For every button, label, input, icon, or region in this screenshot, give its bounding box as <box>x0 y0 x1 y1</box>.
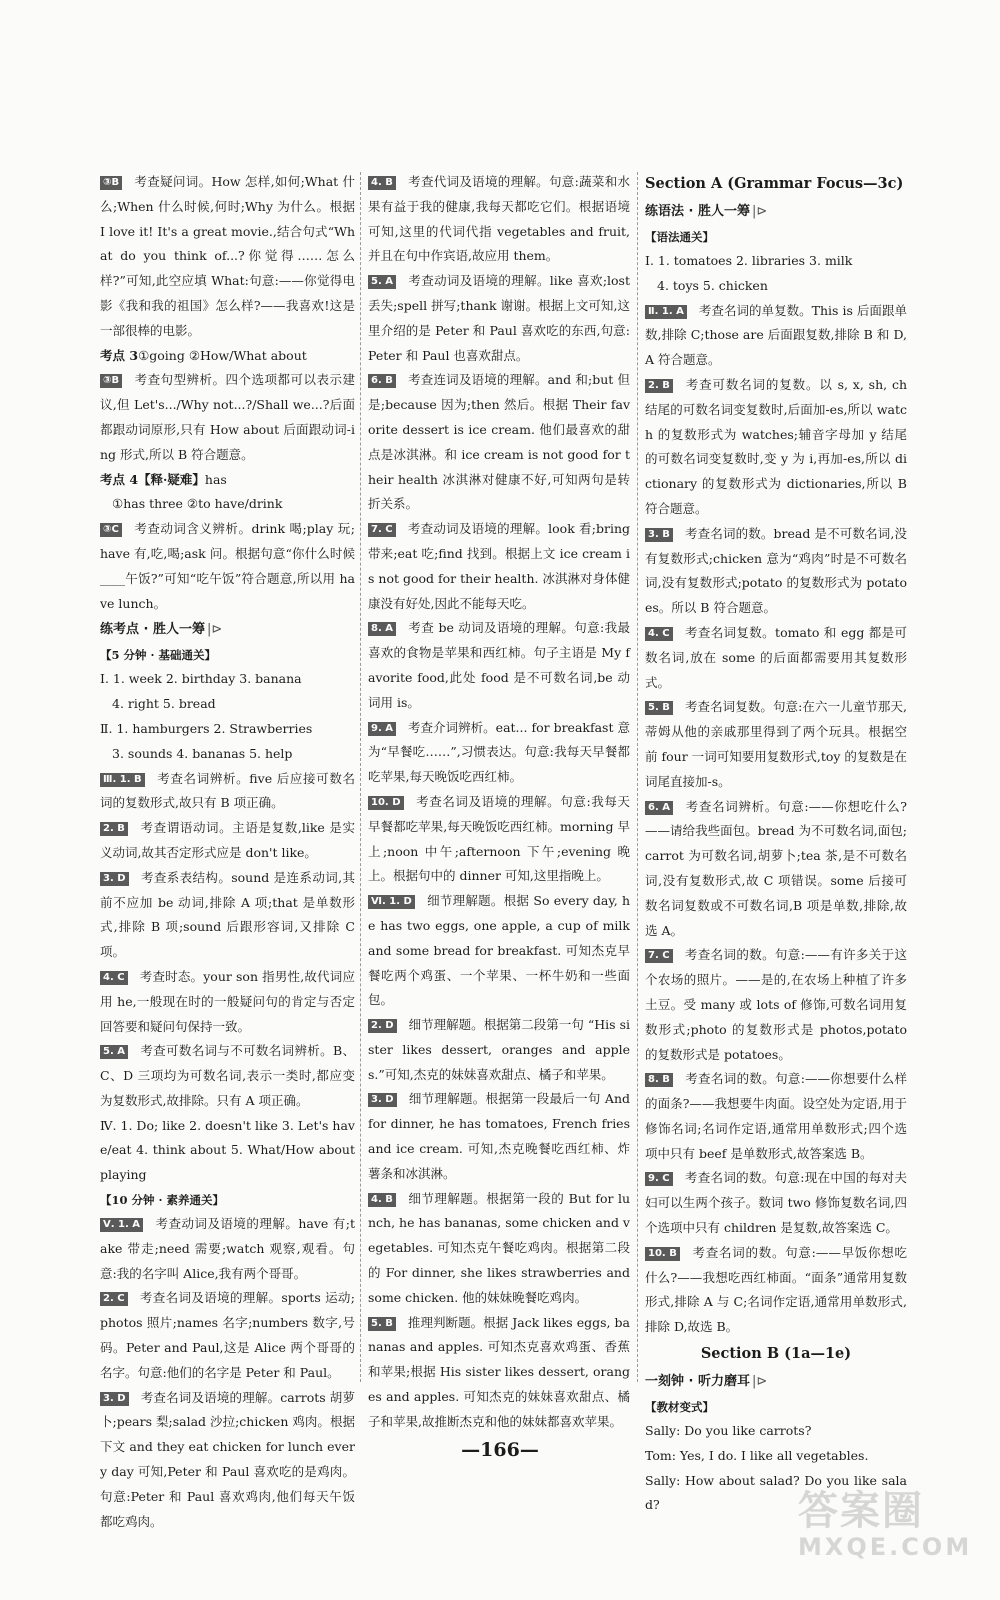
answer-text: Tom: Yes, I do. I like all vegetables. <box>645 1447 869 1463</box>
answer-text: 考查介词辨析。eat... for breakfast 意为“早餐吃……”,习惯表达。句意:我每天早餐都吃苹果,每天晚饭吃西红柿。 <box>368 719 630 785</box>
answer-item <box>645 943 907 1067</box>
answer-item <box>100 1114 355 1188</box>
page-number: —166— <box>461 1439 539 1461</box>
answer-item <box>368 517 630 616</box>
subsection-heading: 【10 分钟 · 素养通关】 <box>100 1193 225 1208</box>
answer-tag: 4. B <box>368 176 396 190</box>
double-arrow-icon: |⊳ <box>752 204 768 219</box>
answer-tag: 2. D <box>368 1019 397 1033</box>
answer-text: Ⅰ. 1. week 2. birthday 3. banana <box>100 671 302 687</box>
answer-text: 考查连词及语境的理解。and 和;but 但是;because 因为;then 然后。根据 Their favorite dessert is ice cream. 他们最喜欢的甜点是冰淇淋。和 ice cream is not good for their health 冰淇淋对健康不好,可知两句是转折关系。 <box>368 372 630 512</box>
answer-tag: 7. C <box>368 523 396 537</box>
answer-text: 细节理解题。根据第一段的 But for lunch, he has bananas, some chicken and vegetables. 可知杰克午餐吃鸡肉。根据第二段的 For dinner, she likes strawberries and some chicken. 他的妹妹晚餐吃鸡肉。 <box>368 1190 630 1305</box>
answer-item <box>645 274 907 299</box>
answer-tag: 4. C <box>645 627 673 641</box>
answer-tag: 3. B <box>645 528 673 542</box>
answer-tag: 4. C <box>100 971 128 985</box>
answer-item <box>100 1286 355 1385</box>
answer-tag: 2. B <box>645 379 673 393</box>
column-middle <box>368 170 630 1435</box>
answer-text: 考查名词复数。句意:在六一儿童节那天,蒂姆从他的亲戚那里得到了两个玩具。根据空前 four 一词可知要用复数形式,toy 的复数是在词尾直接加-s。 <box>645 699 907 789</box>
column-right <box>645 170 907 1518</box>
answer-text: 考查谓语动词。主语是复数,like 是实义动词,故其否定形式应是 don't like。 <box>100 820 355 860</box>
answer-tag: 7. C <box>645 949 673 963</box>
answer-item <box>645 373 907 522</box>
answer-tag: 8. B <box>645 1073 673 1087</box>
answer-tag: 5. B <box>645 701 673 715</box>
answer-text: has <box>204 471 227 487</box>
answer-text: 考查名词的数。bread 是不可数名词,没有复数形式;chicken 意为“鸡肉”时是不可数名词,没有复数形式;potato 的复数形式为 potatoes。所以 B 符合题意。 <box>645 525 907 616</box>
answer-text: 细节理解题。根据第二段第一句 “His sister likes dessert, oranges and apples.”可知,杰克的妹妹喜欢甜点、橘子和苹果。 <box>368 1017 630 1082</box>
point-label: 考点 4【释·疑难】 <box>100 471 205 487</box>
answer-text: 考查名词的数。句意:——早饭你想吃什么?——我想吃西红柿面。“面条”通常用复数形式,排除 A 与 C;名词作定语,通常用单数形式,排除 D,故选 B。 <box>645 1244 907 1335</box>
answer-item <box>645 695 907 794</box>
answer-tag: Ⅴ. 1. A <box>100 1218 143 1232</box>
answer-item <box>368 368 630 517</box>
answer-tag: Ⅲ. 1. B <box>100 773 145 787</box>
answer-text: 考查名词复数。tomato 和 egg 都是可数名词,放在 some 的后面都需要用其复数形式。 <box>645 624 907 690</box>
answer-text: Sally: How about salad? Do you like salad? <box>645 1472 907 1513</box>
answer-item <box>100 767 355 817</box>
subsection-heading: 【5 分钟 · 基础通关】 <box>100 648 217 663</box>
answer-tag: 10. B <box>645 1247 680 1261</box>
answer-text: 考查名词及语境的理解。carrots 胡萝卜;pears 梨;salad 沙拉;chicken 鸡肉。根据下文 and they eat chicken for lunch every day 可知,Peter 和 Paul 喜欢吃的是鸡肉。句意:Peter 和 Paul 喜欢鸡肉,他们每天午饭都吃鸡肉。 <box>100 1389 355 1529</box>
answer-item <box>368 1087 630 1186</box>
answer-item <box>368 1187 630 1311</box>
answer-tag: 3. D <box>100 872 129 886</box>
answer-text: 考查可数名词的复数。以 s, x, sh, ch 结尾的可数名词变复数时,后面加-es,所以 watch 的复数形式为 watches;辅音字母加 y 结尾的可数名词变复数时,变 y 为 i,再加-es,所以 dictionary 的复数形式为 dictionaries,所以 B 符合题意。 <box>645 376 907 516</box>
answer-text: 考查动词及语境的理解。have 有;take 带走;need 需要;watch 观察,观看。句意:我的名字叫 Alice,我有两个哥哥。 <box>100 1216 355 1281</box>
answer-item <box>100 170 355 344</box>
answer-text: 考查名词的数。句意:——你想要什么样的面条?——我想要牛肉面。设空处为定语,用于修饰名词;名词作定语,通常用单数形式;四个选项中只有 beef 是单数形式,故答案选 B。 <box>645 1071 907 1161</box>
section-heading-text: 练语法 · 胜人一筹 <box>645 204 750 219</box>
answer-item <box>100 742 355 767</box>
subsection-heading: 【语法通关】 <box>645 230 714 244</box>
answer-item <box>368 790 630 889</box>
answer-item <box>100 692 355 717</box>
answer-item <box>100 965 355 1039</box>
answer-item <box>368 889 630 1013</box>
answer-item <box>100 344 355 369</box>
section-heading <box>645 198 907 225</box>
watermark-logo <box>798 1488 973 1570</box>
answer-tag: 3. D <box>100 1392 129 1406</box>
answer-text: 3. sounds 4. bananas 5. help <box>112 745 293 761</box>
answer-text: 考查疑问词。How 怎样,如何;What 什么;When 什么时候,何时;Why 为什么。根据 I love it! It's a great movie.,结合句式“What do you think of...?你觉得……怎么样?”可知,此空应填 What:句意:——你觉得电影《我和我的祖国》怎么样?——我喜欢!这是一部很棒的电影。 <box>100 174 355 338</box>
answer-text: ①has three ②to have/drink <box>112 496 283 512</box>
answer-item <box>645 1166 907 1240</box>
answer-tag: ③C <box>100 523 122 537</box>
answer-text: 考查 be 动词及语境的理解。句意:我最喜欢的食物是苹果和西红柿。句子主语是 My favorite food,此处 food 是不可数名词,be 动词用 is。 <box>368 620 630 710</box>
answer-tag: 4. B <box>368 1193 396 1207</box>
answer-text: 细节理解题。根据 So every day, he has two eggs, one apple, a cup of milk and some bread for breakfast. 可知杰克早餐吃两个鸡蛋、一个苹果、一杯牛奶和一些面包。 <box>368 893 630 1008</box>
answer-item <box>645 249 907 274</box>
section-heading-text: 练考点 · 胜人一筹 <box>100 622 205 638</box>
answer-tag: 9. C <box>645 1172 673 1186</box>
answer-tag: 2. B <box>100 822 128 836</box>
answer-item <box>100 492 355 517</box>
double-arrow-icon: |⊳ <box>207 622 223 638</box>
answer-tag: 5. A <box>368 275 396 289</box>
answer-tag: 5. B <box>368 1317 396 1331</box>
answer-text: 考查名词及语境的理解。句意:我每天早餐都吃苹果,每天晚饭吃西红柿。morning 早上;noon 中午;afternoon 下午;evening 晚上。根据句中的 dinner 可知,这里指晚上。 <box>368 793 630 884</box>
answer-item <box>100 816 355 866</box>
answer-text: 考查动词及语境的理解。like 喜欢;lost 丢失;spell 拼写;thank 谢谢。根据上文可知,这里介绍的是 Peter 和 Paul 喜欢吃的东西,句意:Peter 和 Paul 也喜欢甜点。 <box>368 273 630 363</box>
unit-section-title: Section B (1a—1e) <box>700 1345 852 1363</box>
answer-item <box>368 1311 630 1435</box>
answer-item <box>368 716 630 790</box>
answer-text: Ⅰ. 1. tomatoes 2. libraries 3. milk <box>645 253 853 268</box>
section-heading-text: 一刻钟 · 听力磨耳 <box>645 1374 750 1390</box>
answer-item <box>100 717 355 742</box>
answer-text: 考查名词辨析。five 后应接可数名词的复数形式,故只有 B 项正确。 <box>100 770 355 811</box>
answer-text: 考查可数名词与不可数名词辨析。B、C、D 三项均为可数名词,表示一类时,都应变为复数形式,故排除。只有 A 项正确。 <box>100 1043 355 1108</box>
answer-text: 考查名词辨析。句意:——你想吃什么?——请给我些面包。bread 为不可数名词,面包;carrot 为可数名词,胡萝卜;tea 茶,是不可数名词,没有复数形式,故 C 项错误。some 后接可数名词复数或不可数名词,B 项是单数,排除,故选 A。 <box>645 798 907 938</box>
answer-tag: 2. C <box>100 1292 128 1306</box>
answer-text: 考查名词的数。句意:现在中国的每对夫妇可以生两个孩子。数词 two 修饰复数名词,四个选项中只有 children 是复数,故答案选 C。 <box>645 1170 907 1236</box>
answer-text: Ⅳ. 1. Do; like 2. doesn't like 3. Let's have/eat 4. think about 5. What/How about playing <box>100 1117 355 1183</box>
answer-tag: 5. A <box>100 1045 128 1059</box>
point-label: 考点 3 <box>100 347 139 363</box>
answer-text: 考查动词及语境的理解。look 看;bring 带来;eat 吃;find 找到。根据上文 ice cream is not good for their health. 冰淇淋对身体健康没有好处,因此不能每天吃。 <box>368 521 630 611</box>
double-arrow-icon: |⊳ <box>752 1374 768 1390</box>
section-heading <box>100 616 355 643</box>
answer-text: 考查代词及语境的理解。句意:蔬菜和水果有益于我的健康,我每天都吃它们。根据语境可知,这里的代词代指 vegetables and fruit,并且在句中作宾语,故应用 them。 <box>368 174 630 264</box>
answer-tag: Ⅱ. 1. A <box>645 305 687 319</box>
answer-item <box>368 616 630 715</box>
answer-text: ①going ②How/What about <box>138 347 307 363</box>
answer-tag: 10. D <box>368 796 404 810</box>
answer-tag: 6. B <box>368 374 396 388</box>
watermark-text: 答案圈 <box>798 1488 924 1534</box>
answer-item <box>100 667 355 692</box>
answer-item <box>100 468 355 493</box>
answer-text: 考查句型辨析。四个选项都可以表示建议,但 Let's.../Why not...?/Shall we...?后面都跟动词原形,只有 How about 后面跟动词-ing 形式,所以 B 符合题意。 <box>100 372 355 462</box>
subsection-heading: 【教材变式】 <box>645 1400 714 1415</box>
answer-item <box>645 299 907 373</box>
answer-item <box>100 866 355 965</box>
column-left <box>100 170 355 1534</box>
answer-item <box>645 795 907 944</box>
answer-item <box>368 170 630 269</box>
answer-text: 4. right 5. bread <box>112 696 216 712</box>
answer-text: Ⅱ. 1. hamburgers 2. Strawberries <box>100 720 313 736</box>
answer-text: 考查名词及语境的理解。sports 运动;photos 照片;names 名字;numbers 数字,号码。Peter and Paul,这是 Alice 两个哥哥的名字。句意:他们的名字是 Peter 和 Paul。 <box>100 1290 355 1380</box>
answer-text: Sally: Do you like carrots? <box>645 1423 812 1439</box>
answer-tag: ③B <box>100 176 122 190</box>
column-divider <box>637 172 638 1382</box>
answer-tag: 9. A <box>368 722 396 736</box>
answer-tag: Ⅵ. 1. D <box>368 895 415 909</box>
answer-text: 细节理解题。根据第一段最后一句 And for dinner, he has tomatoes, French fries and ice cream. 可知,杰克晚餐吃西红柿、炸薯条和冰淇淋。 <box>368 1091 630 1181</box>
section-heading <box>645 1368 907 1395</box>
answer-item <box>368 1013 630 1087</box>
answer-item <box>100 368 355 467</box>
answer-item <box>645 621 907 695</box>
answer-tag: 6. A <box>645 801 673 815</box>
watermark-domain: MXQE.COM <box>798 1533 973 1561</box>
answer-text: 考查系表结构。sound 是连系动词,其前不应加 be 动词,排除 A 项;that 是单数形式,排除 B 项;sound 后跟形容词,又排除 C 项。 <box>100 869 355 960</box>
answer-tag: 8. A <box>368 622 396 636</box>
answer-tag: 3. D <box>368 1093 397 1107</box>
column-divider <box>360 172 361 1382</box>
answer-text: 考查动词含义辨析。drink 喝;play 玩;have 有,吃,喝;ask 问。根据句意“你什么时候____午饭?”可知“吃午饭”符合题意,所以用 have lunch。 <box>100 521 355 611</box>
answer-item <box>100 1039 355 1113</box>
answer-item <box>645 522 907 621</box>
answer-item <box>368 269 630 368</box>
answer-item <box>645 1241 907 1340</box>
answer-text: 考查时态。your son 指男性,故代词应用 he,一般现在时的一般疑问句的肯定与否定回答要和疑问句保持一致。 <box>100 968 355 1034</box>
answer-item <box>645 1067 907 1166</box>
unit-section-title: Section A (Grammar Focus—3c) <box>645 175 904 192</box>
answer-item <box>100 517 355 616</box>
answer-text: 推理判断题。根据 Jack likes eggs, bananas and apples. 可知杰克喜欢鸡蛋、香蕉和苹果;根据 His sister likes dessert, oranges and apples. 可知杰克的妹妹喜欢甜点、橘子和苹果,故推断杰克和他的妹妹都喜欢苹果。 <box>368 1314 630 1429</box>
answer-text: 考查名词的数。句意:——有许多关于这个农场的照片。——是的,在农场上种植了许多土豆。受 many 或 lots of 修饰,可数名词用复数形式;photo 的复数形式是 photos,potato 的复数形式是 potatoes。 <box>645 947 907 1062</box>
answer-item <box>100 1212 355 1286</box>
answer-text: 4. toys 5. chicken <box>657 277 768 293</box>
answer-text: 考查名词的单复数。This is 后面跟单数,排除 C;those are 后面跟复数,排除 B 和 D,A 符合题意。 <box>645 302 907 368</box>
answer-tag: ③B <box>100 374 122 388</box>
